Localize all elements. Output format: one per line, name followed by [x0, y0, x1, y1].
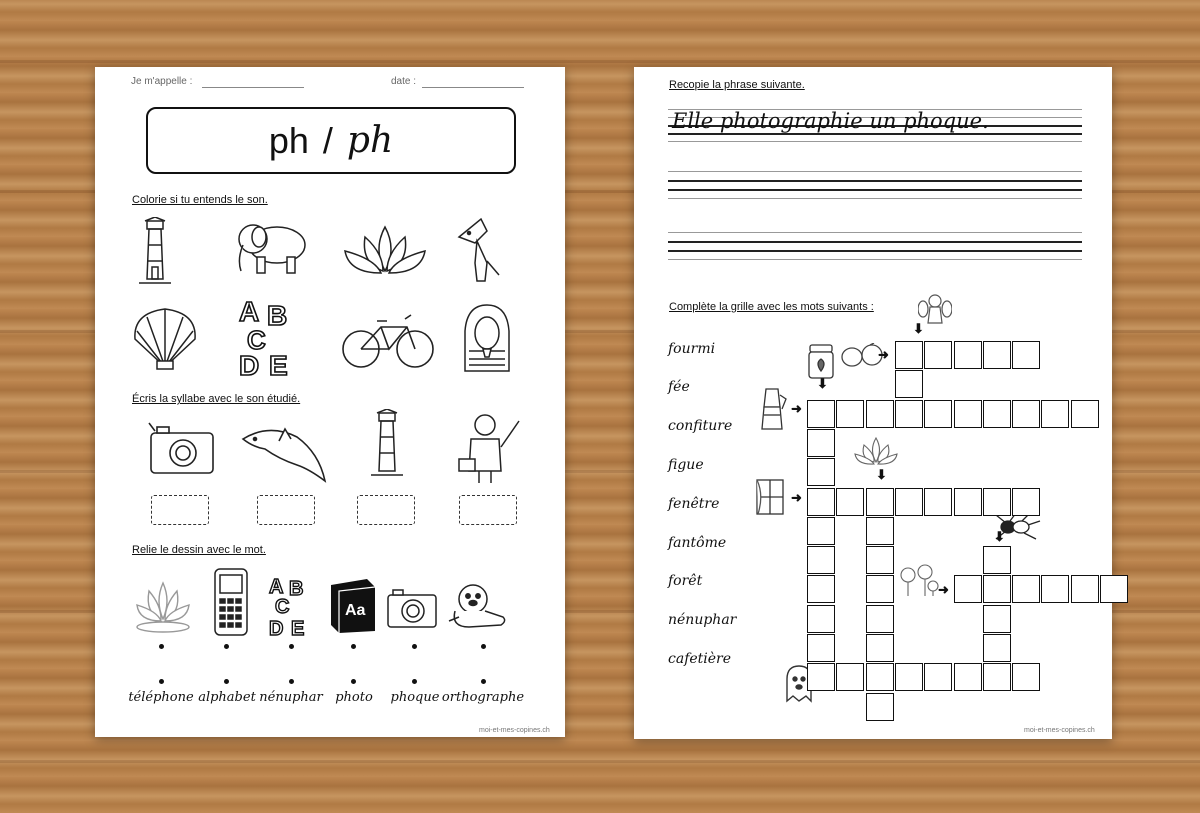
list-word-foret: forêt: [668, 573, 703, 589]
svg-text:C: C: [247, 325, 266, 355]
letters-icon: [235, 295, 297, 377]
word-dot-5[interactable]: [412, 679, 417, 684]
crossword-cell[interactable]: [983, 663, 1011, 691]
crossword-cell[interactable]: [1012, 488, 1040, 516]
crossword-cell[interactable]: [983, 488, 1011, 516]
section-write-heading: Écris la syllabe avec le son étudié.: [132, 393, 301, 405]
svg-text:Aa: Aa: [345, 602, 366, 619]
crossword-cell[interactable]: [836, 663, 864, 691]
crossword-cell[interactable]: [1041, 575, 1069, 603]
list-word-fenetre: fenêtre: [668, 496, 720, 512]
writing-rule: [668, 141, 1082, 142]
word-dot-3[interactable]: [289, 679, 294, 684]
doctor-icon: [457, 411, 527, 485]
crossword-cell[interactable]: [866, 517, 894, 545]
crossword-cell[interactable]: [836, 400, 864, 428]
word-dot-2[interactable]: [224, 679, 229, 684]
camera-icon-2: [385, 585, 439, 631]
crossword-cell[interactable]: [807, 488, 835, 516]
letters-icon-2: [267, 573, 313, 639]
arrow-right-icon: ➜: [791, 490, 802, 505]
lighthouse-icon-2: [367, 409, 407, 481]
worksheet-page-left: [95, 67, 565, 737]
svg-text:E: E: [291, 618, 305, 639]
crossword-cell[interactable]: [924, 488, 952, 516]
arrow-right-icon: ➜: [878, 347, 889, 362]
crossword-cell[interactable]: [895, 488, 923, 516]
crossword-cell[interactable]: [924, 341, 952, 369]
word-dot-6[interactable]: [481, 679, 486, 684]
crossword-cell[interactable]: [954, 341, 982, 369]
coffee-pot-icon: [758, 385, 788, 433]
section-color-heading: Colorie si tu entends le son.: [132, 194, 268, 206]
svg-text:A: A: [239, 296, 260, 327]
crossword-cell[interactable]: [866, 693, 894, 721]
svg-text:C: C: [275, 596, 290, 618]
crossword-cell[interactable]: [1012, 575, 1040, 603]
crossword-cell[interactable]: [1012, 341, 1040, 369]
answer-box-2[interactable]: [257, 495, 315, 525]
answer-box-1[interactable]: [151, 495, 209, 525]
shell-icon: [129, 305, 201, 371]
writing-baseline: [668, 241, 1082, 243]
bicycle-icon: [341, 305, 435, 371]
answer-box-3[interactable]: [357, 495, 415, 525]
crossword-cell[interactable]: [895, 663, 923, 691]
list-word-nenuphar: nénuphar: [668, 612, 737, 628]
match-dot-1[interactable]: [159, 644, 164, 649]
crossword-cell[interactable]: [807, 663, 835, 691]
crossword-cell[interactable]: [954, 663, 982, 691]
writing-rule: [668, 198, 1082, 199]
crossword-cell[interactable]: [1041, 400, 1069, 428]
crossword-cell[interactable]: [983, 341, 1011, 369]
title-cursive: ph: [346, 120, 394, 161]
crossword-cell[interactable]: [1100, 575, 1128, 603]
crossword-cell[interactable]: [807, 575, 835, 603]
book-icon: [325, 575, 379, 635]
arrow-down-icon: ⬇: [876, 467, 887, 482]
word-nenuphar: nénuphar: [259, 690, 323, 705]
crossword-cell[interactable]: [807, 458, 835, 486]
writing-rule: [668, 171, 1082, 172]
arrow-down-icon: ⬇: [913, 321, 924, 336]
crossword-cell[interactable]: [983, 546, 1011, 574]
lotus-icon: [335, 223, 435, 279]
svg-text:B: B: [289, 578, 304, 600]
crossword-cell[interactable]: [866, 488, 894, 516]
crossword-cell[interactable]: [895, 341, 923, 369]
crossword-cell[interactable]: [954, 488, 982, 516]
crossword-cell[interactable]: [807, 517, 835, 545]
answer-box-4[interactable]: [459, 495, 517, 525]
crossword-cell[interactable]: [866, 605, 894, 633]
crossword-cell[interactable]: [866, 575, 894, 603]
crossword-cell[interactable]: [983, 400, 1011, 428]
crossword-cell[interactable]: [807, 605, 835, 633]
footer-credit: moi-et-mes-copines.ch: [479, 727, 550, 734]
date-label: date :: [391, 76, 417, 87]
crossword-cell[interactable]: [836, 488, 864, 516]
writing-baseline: [668, 250, 1082, 252]
writing-rule: [668, 259, 1082, 260]
match-dot-3[interactable]: [289, 644, 294, 649]
crossword-cell[interactable]: [983, 605, 1011, 633]
seal-icon: [445, 581, 509, 633]
crossword-cell[interactable]: [895, 400, 923, 428]
section-match-heading: Relie le dessin avec le mot.: [132, 544, 266, 556]
match-dot-2[interactable]: [224, 644, 229, 649]
writing-baseline: [668, 133, 1082, 135]
crossword-cell[interactable]: [1012, 663, 1040, 691]
crossword-cell[interactable]: [866, 663, 894, 691]
list-word-fourmi: fourmi: [668, 341, 716, 357]
word-phoque: phoque: [390, 690, 440, 705]
crossword-cell[interactable]: [1071, 575, 1099, 603]
crossword-cell[interactable]: [807, 634, 835, 662]
crossword-cell[interactable]: [924, 663, 952, 691]
match-dot-4[interactable]: [351, 644, 356, 649]
crossword-cell[interactable]: [807, 429, 835, 457]
word-orthographe: orthographe: [441, 690, 525, 705]
crossword-cell[interactable]: [866, 634, 894, 662]
list-word-fantome: fantôme: [668, 535, 727, 551]
list-word-confiture: confiture: [668, 418, 733, 434]
footer-credit: moi-et-mes-copines.ch: [1024, 727, 1095, 734]
word-alphabet: alphabet: [198, 690, 256, 705]
grid-instruction: Complète la grille avec les mots suivants :: [669, 301, 874, 313]
phone-icon: [211, 567, 251, 639]
name-label: Je m'appelle :: [131, 76, 193, 87]
arrow-down-icon: ⬇: [994, 529, 1005, 544]
lotus-icon-2: [133, 579, 193, 635]
lotus-icon-3: [852, 435, 900, 469]
svg-text:A: A: [269, 576, 284, 598]
crossword-cell[interactable]: [807, 400, 835, 428]
svg-text:D: D: [239, 350, 260, 377]
match-dot-6[interactable]: [481, 644, 486, 649]
name-line: [202, 87, 304, 88]
list-word-cafetiere: cafetière: [668, 651, 732, 667]
crossword-cell[interactable]: [895, 370, 923, 398]
window-icon: [754, 477, 786, 517]
word-dot-1[interactable]: [159, 679, 164, 684]
match-dot-5[interactable]: [412, 644, 417, 649]
crossword-cell[interactable]: [983, 634, 1011, 662]
list-word-figue: figue: [668, 457, 704, 473]
crossword-cell[interactable]: [954, 400, 982, 428]
writing-rule: [668, 232, 1082, 233]
writing-baseline: [668, 189, 1082, 191]
arrow-down-icon: ⬇: [817, 376, 828, 391]
crossword-cell[interactable]: [954, 575, 982, 603]
word-telephone: téléphone: [128, 690, 194, 705]
svg-text:D: D: [269, 618, 284, 639]
title-separator: /: [322, 119, 333, 161]
date-line: [422, 87, 524, 88]
crossword-cell[interactable]: [807, 546, 835, 574]
list-word-fee: fée: [668, 379, 690, 395]
writing-baseline: [668, 180, 1082, 182]
crossword-cell[interactable]: [1012, 400, 1040, 428]
pharaoh-icon: [459, 301, 515, 373]
word-photo: photo: [335, 690, 373, 705]
camera-icon: [147, 421, 217, 477]
word-dot-4[interactable]: [351, 679, 356, 684]
elephant-icon: [233, 219, 311, 277]
copy-instruction: Recopie la phrase suivante.: [669, 79, 805, 91]
worksheet-page-right: [634, 67, 1112, 739]
forest-icon: [899, 564, 939, 600]
dolphin-icon: [239, 419, 331, 487]
wolf-icon: [451, 213, 507, 285]
crossword-cell[interactable]: [924, 400, 952, 428]
arrow-right-icon: ➜: [791, 401, 802, 416]
crossword-cell[interactable]: [983, 575, 1011, 603]
svg-text:B: B: [267, 300, 288, 331]
arrow-right-icon: ➜: [938, 582, 949, 597]
title-box: [146, 107, 516, 174]
crossword-cell[interactable]: [1071, 400, 1099, 428]
model-sentence: Elle photographie un phoque.: [672, 109, 989, 133]
svg-text:E: E: [269, 350, 288, 377]
crossword-cell[interactable]: [866, 546, 894, 574]
title-print: ph: [268, 119, 309, 161]
lighthouse-icon: [135, 217, 175, 287]
crossword-cell[interactable]: [866, 400, 894, 428]
